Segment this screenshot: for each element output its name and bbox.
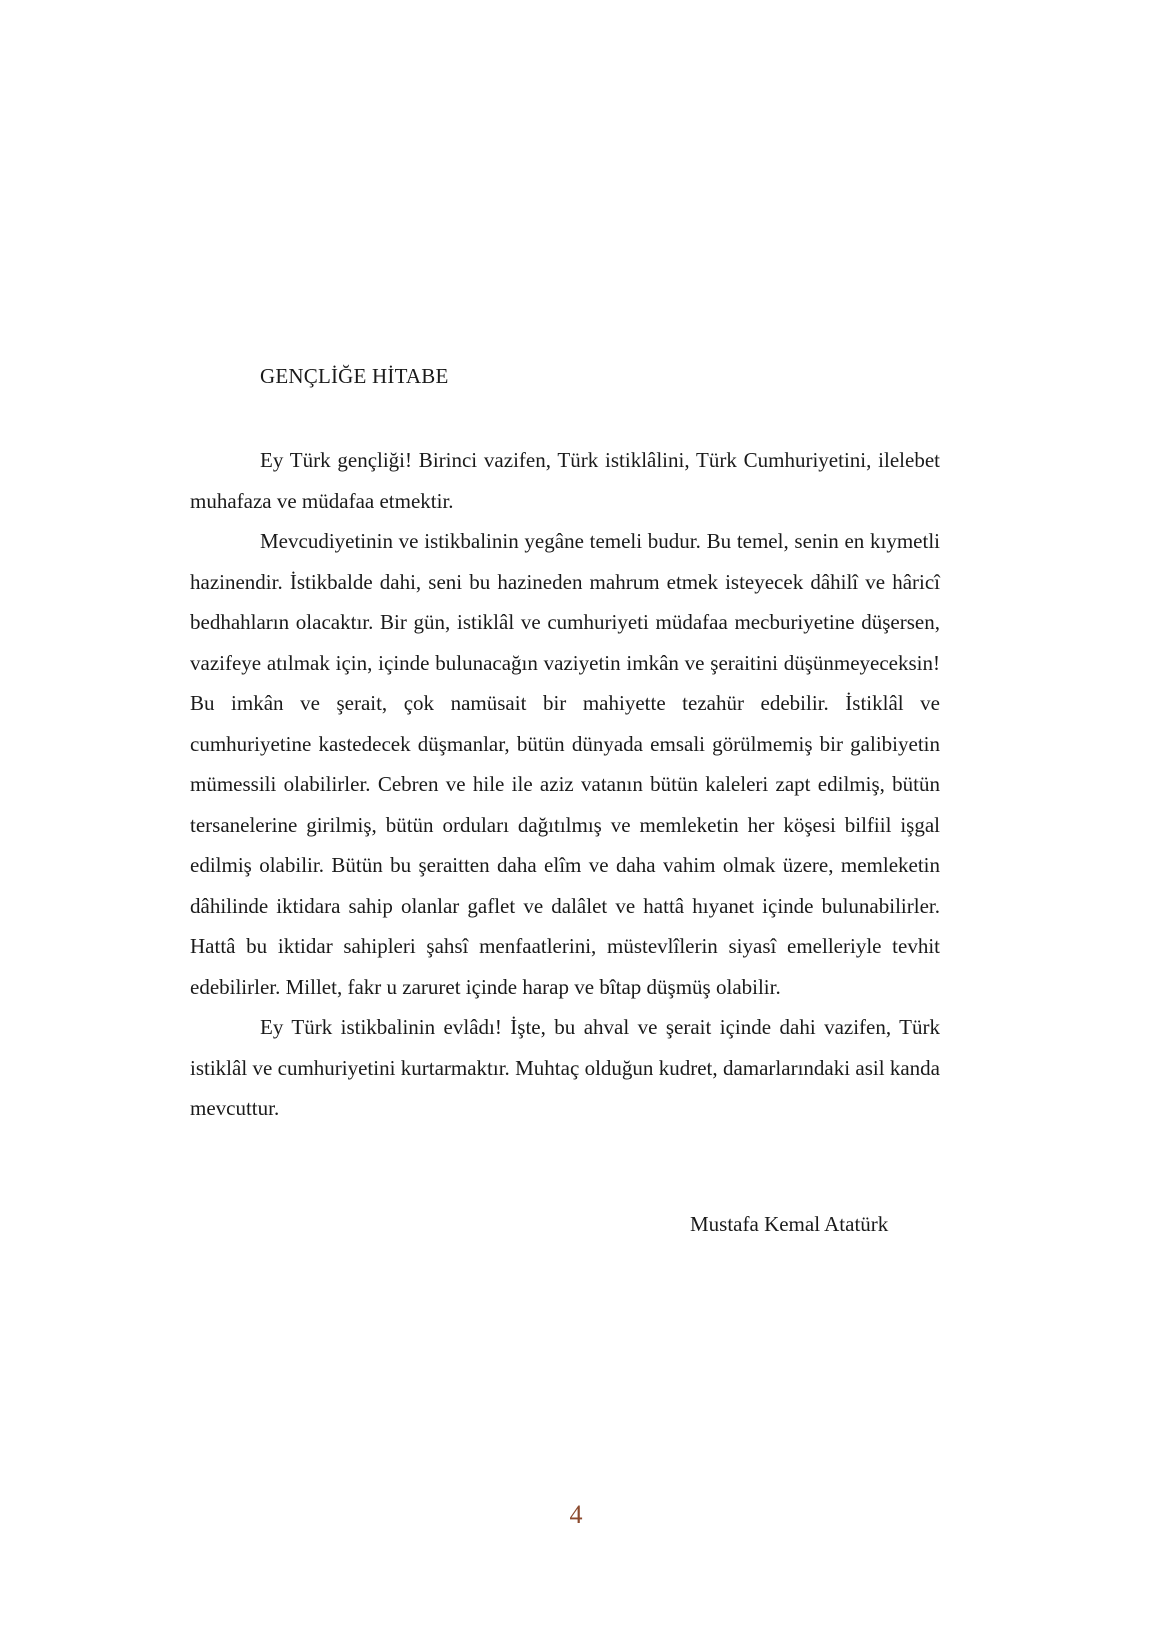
speech-body — [190, 440, 940, 1129]
paragraph-1: Ey Türk gençliği! Birinci vazifen, Türk istiklâlini, Türk Cumhuriyetini, ilelebet muhafaza ve müdafaa etmektir. — [190, 448, 940, 513]
signature: Mustafa Kemal Atatürk — [690, 1212, 889, 1236]
paragraph-2: Mevcudiyetinin ve istikbalinin yegâne temeli budur. Bu temel, senin en kıymetli hazinendir. İstikbalde dahi, seni bu hazineden mahrum etmek isteyecek dâhilî ve hâricî bedhahların olacaktır. Bir gün, istiklâl ve cumhuriyeti müdafaa mecburiyetine düşersen, vazifeye atılmak için, içinde bulunacağın vaziyetin imkân ve şeraitini düşünmeyeceksin! Bu imkân ve şerait, çok namüsait bir mahiyette tezahür edebilir. İstiklâl ve cumhuriyetine kastedecek düşmanlar, bütün dünyada emsali görülmemiş bir galibiyetin mümessili olabilirler. Cebren ve hile ile aziz vatanın bütün kaleleri zapt edilmiş, bütün tersanelerine girilmiş, bütün orduları dağıtılmış ve memleketin her köşesi bilfiil işgal edilmiş olabilir. Bütün bu şeraitten daha elîm ve daha vahim olmak üzere, memleketin dâhilinde iktidara sahip olanlar gaflet ve dalâlet ve hattâ hıyanet içinde bulunabilirler. Hattâ bu iktidar sahipleri şahsî menfaatlerini, müstevlîlerin siyasî emelleriyle tevhit edebilirler. Millet, fakr u zaruret içinde harap ve bîtap düşmüş olabilir. — [190, 529, 940, 999]
page-number: 4 — [569, 1500, 583, 1529]
page-title: GENÇLİĞE HİTABE — [260, 364, 449, 388]
paragraph-3: Ey Türk istikbalinin evlâdı! İşte, bu ahval ve şerait içinde dahi vazifen, Türk istiklâl ve cumhuriyetini kurtarmaktır. Muhtaç olduğun kudret, damarlarındaki asil kanda mevcuttur. — [190, 1015, 940, 1120]
